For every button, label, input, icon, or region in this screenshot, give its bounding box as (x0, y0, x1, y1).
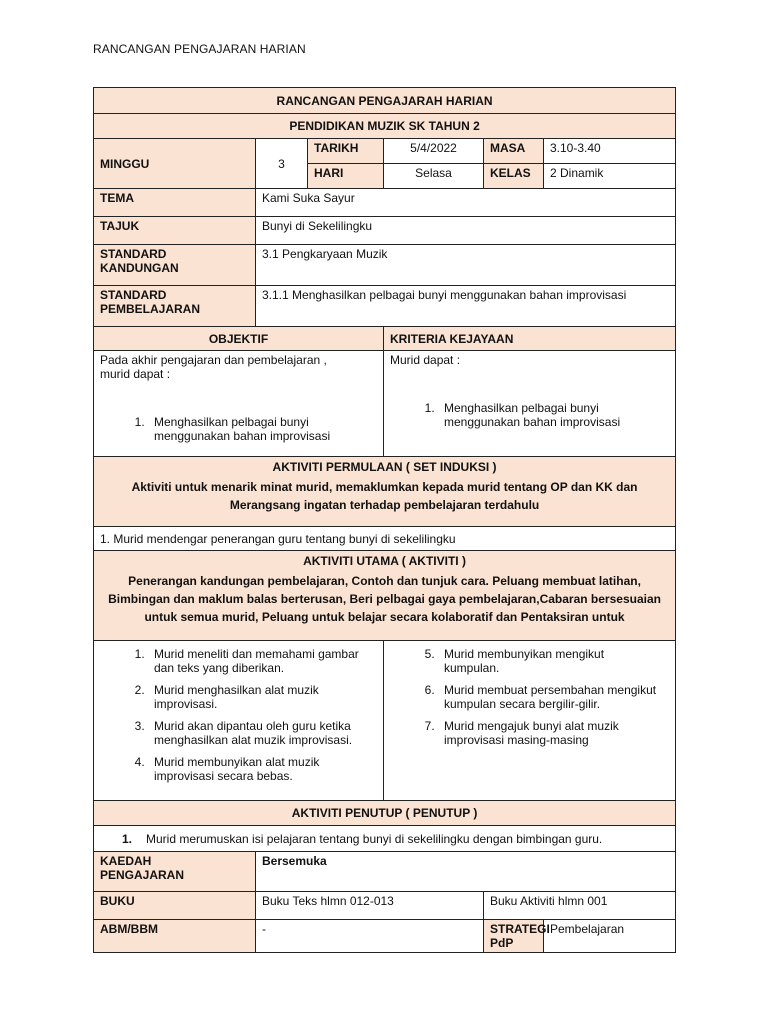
list-item (438, 719, 669, 747)
objektif-cell (94, 351, 384, 457)
utama-left-4-line-2: improvisasi secara bebas. (154, 769, 293, 783)
list-item (438, 683, 669, 711)
utama-right-7-line-1: Murid mengajuk bunyi alat muzik (444, 719, 619, 733)
kelas-label: KELAS (484, 164, 544, 189)
document-header: RANCANGAN PENGAJARAN HARIAN (93, 42, 306, 56)
kaedah-label (94, 852, 256, 892)
objektif-intro-2: murid dapat : (100, 367, 171, 381)
tajuk-label: TAJUK (94, 217, 256, 245)
standard-pembelajaran-label-line-1: STANDARD (100, 288, 167, 302)
kaedah-value: Bersemuka (256, 852, 676, 892)
utama-left-1-line-1: Murid meneliti dan memahami gambar (154, 647, 359, 661)
utama-left-4-line-1: Murid membunyikan alat muzik (154, 755, 320, 769)
abm-value: - (256, 920, 484, 953)
permulaan-heading: AKTIVITI PERMULAAN ( SET INDUKSI ) (272, 460, 497, 474)
strategi-value: Pembelajaran (544, 920, 676, 953)
objektif-intro-1: Pada akhir pengajaran dan pembelajaran , (100, 353, 327, 367)
utama-right-5-line-2: kumpulan. (444, 661, 500, 675)
list-item (148, 415, 377, 443)
kriteria-heading: KRITERIA KEJAYAAN (384, 327, 676, 351)
utama-description (94, 568, 675, 634)
minggu-label: MINGGU (94, 139, 256, 189)
objektif-item-1-line-2: menggunakan bahan improvisasi (154, 429, 331, 443)
minggu-value: 3 (256, 139, 308, 189)
utama-left-3-line-2: menghasilkan alat muzik improvisasi. (154, 733, 353, 747)
list-item (148, 647, 377, 675)
masa-label: MASA (484, 139, 544, 164)
utama-desc-line-3: untuk semua murid, Peluang untuk belajar secara kolaboratif dan Pentaksiran untuk (144, 610, 625, 624)
list-item (148, 755, 377, 783)
standard-kandungan-value: 3.1 Pengkaryaan Muzik (256, 245, 676, 286)
abm-label: ABM/BBM (94, 920, 256, 953)
utama-left-list (100, 647, 377, 783)
utama-desc-line-1: Penerangan kandungan pembelajaran, Contoh dan tunjuk cara. Peluang membuat latihan, (128, 574, 641, 588)
utama-desc-line-2: Bimbingan dan maklum balas berterusan, Beri pelbagai gaya pembelajaran,Cabaran bersesuaian (108, 592, 661, 606)
list-item (148, 683, 377, 711)
kelas-value: 2 Dinamik (544, 164, 676, 189)
standard-pembelajaran-label-line-2: PEMBELAJARAN (100, 302, 201, 316)
hari-value: Selasa (384, 164, 484, 189)
hari-label: HARI (308, 164, 384, 189)
standard-kandungan-label-line-1: STANDARD (100, 247, 167, 261)
strategi-label: STRATEGI PdP (484, 920, 544, 953)
standard-pembelajaran-value: 3.1.1 Menghasilkan pelbagai bunyi menggunakan bahan improvisasi (256, 286, 676, 327)
utama-left-1-line-2: dan teks yang diberikan. (154, 661, 285, 675)
buku-value-2: Buku Aktiviti hlmn 001 (484, 892, 676, 920)
plan-title: RANCANGAN PENGAJARAH HARIAN (94, 88, 676, 114)
standard-pembelajaran-label (94, 286, 256, 327)
lesson-plan-table (93, 87, 676, 953)
kriteria-item-1-line-2: menggunakan bahan improvisasi (444, 415, 621, 429)
permulaan-activity: 1. Murid mendengar penerangan guru tentang bunyi di sekelilingku (94, 527, 676, 551)
kaedah-label-line-2: PENGAJARAN (100, 868, 185, 882)
penutup-item-text: Murid merumuskan isi pelajaran tentang bunyi di sekelilingku dengan bimbingan guru. (146, 831, 603, 846)
kriteria-cell (384, 351, 676, 457)
plan-subtitle: PENDIDIKAN MUZIK SK TAHUN 2 (94, 114, 676, 139)
penutup-item (94, 826, 676, 852)
utama-right-5-line-1: Murid membunyikan mengikut (444, 647, 605, 661)
kaedah-label-line-1: KAEDAH (100, 854, 152, 868)
permulaan-description (94, 474, 675, 522)
utama-band (94, 551, 676, 641)
list-item (148, 719, 377, 747)
standard-kandungan-label (94, 245, 256, 286)
permulaan-desc-line-2: Merangsang ingatan terhadap pembelajaran terdahulu (229, 498, 540, 512)
tajuk-value: Bunyi di Sekelilingku (256, 217, 676, 245)
penutup-heading: AKTIVITI PENUTUP ( PENUTUP ) (94, 801, 676, 826)
buku-value-1: Buku Teks hlmn 012-013 (256, 892, 484, 920)
utama-left-2-line-2: improvisasi. (154, 697, 218, 711)
objektif-item-1-line-1: Menghasilkan pelbagai bunyi (154, 415, 309, 429)
permulaan-desc-line-1: Aktiviti untuk menarik minat murid, memaklumkan kepada murid tentang OP dan KK dan (131, 480, 638, 494)
tarikh-value: 5/4/2022 (384, 139, 484, 164)
utama-left-2-line-1: Murid menghasilkan alat muzik (154, 683, 319, 697)
permulaan-band (94, 457, 676, 527)
tema-label: TEMA (94, 189, 256, 217)
list-item (438, 647, 669, 675)
utama-right-list (390, 647, 669, 747)
utama-left-cell (94, 641, 384, 801)
objektif-heading: OBJEKTIF (94, 327, 384, 351)
tarikh-label: TARIKH (308, 139, 384, 164)
objektif-list (100, 415, 377, 443)
masa-value: 3.10-3.40 (544, 139, 676, 164)
utama-left-3-line-1: Murid akan dipantau oleh guru ketika (154, 719, 351, 733)
penutup-item-number: 1. (122, 831, 133, 846)
buku-label: BUKU (94, 892, 256, 920)
standard-kandungan-label-line-2: KANDUNGAN (100, 261, 179, 275)
kriteria-list (390, 401, 669, 429)
kriteria-intro: Murid dapat : (390, 353, 461, 367)
kriteria-item-1-line-1: Menghasilkan pelbagai bunyi (444, 401, 599, 415)
utama-right-7-line-2: improvisasi masing-masing (444, 733, 589, 747)
utama-heading: AKTIVITI UTAMA ( AKTIVITI ) (303, 554, 466, 568)
list-item (438, 401, 669, 429)
tema-value: Kami Suka Sayur (256, 189, 676, 217)
utama-right-6-line-1: Murid membuat persembahan mengikut (444, 683, 657, 697)
utama-right-6-line-2: kumpulan secara bergilir-gilir. (444, 697, 601, 711)
utama-right-cell (384, 641, 676, 801)
